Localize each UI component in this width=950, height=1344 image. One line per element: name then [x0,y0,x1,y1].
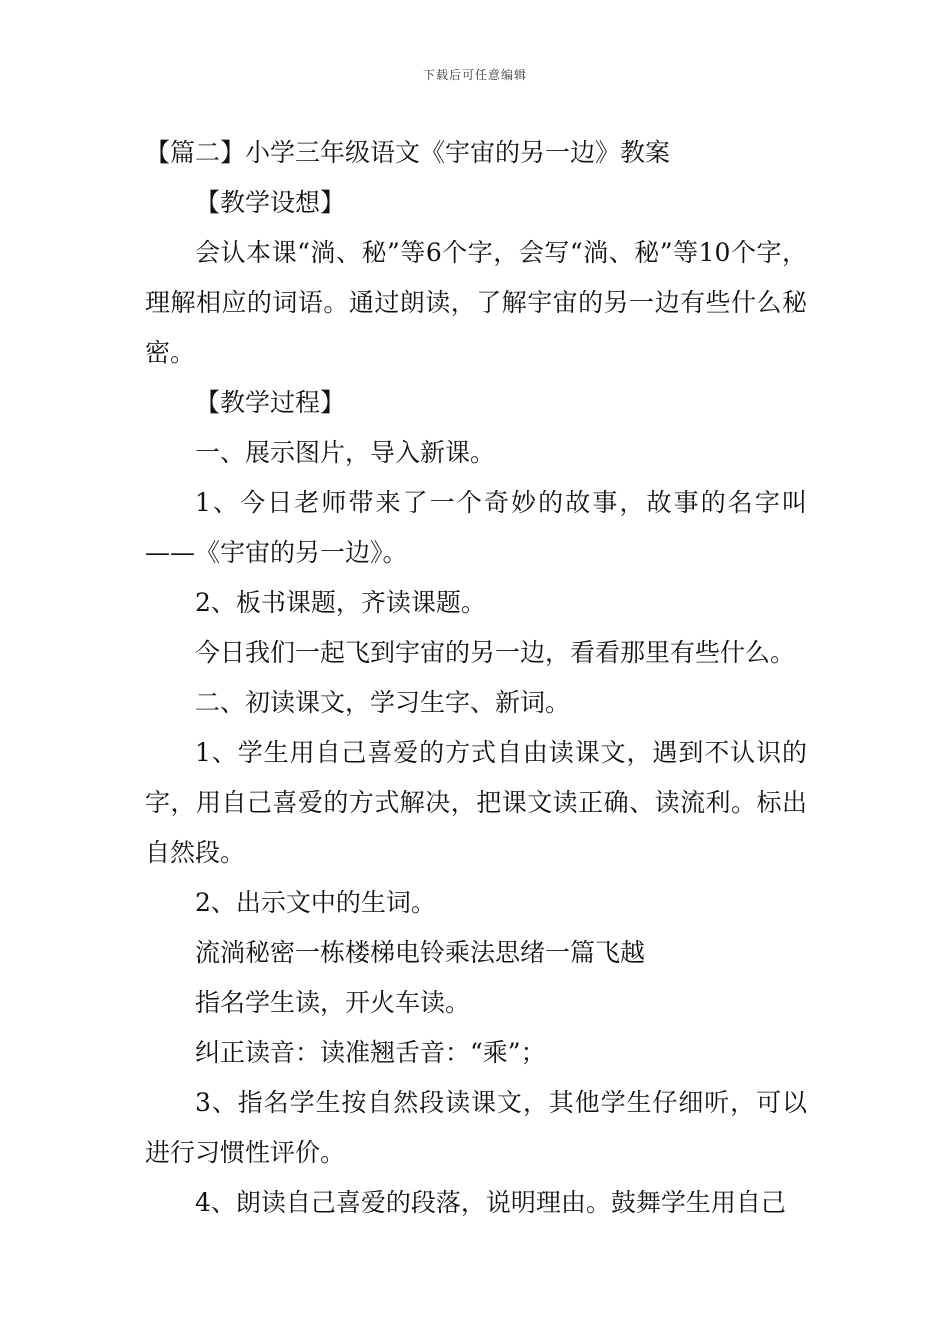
section-heading-design: 【教学设想】 [195,188,346,217]
section-heading-process: 【教学过程】 [195,388,346,417]
paragraph-step-2-2: 2、出示文中的生词。 [195,888,436,917]
paragraph-pronunciation: 纠正读音：读准翘舌音：“乘”； [195,1038,546,1067]
page-header-note: 下载后可任意编辑 [422,68,527,82]
paragraph-design-text: 会认本课“淌、秘”等6个字，会写“淌、秘”等10个字，理解相应的词语。通过朗读，了解宇宙的另一边有些什么秘密。 [145,238,807,367]
paragraph-vocabulary: 流淌秘密一栋楼梯电铃乘法思绪一篇飞越 [195,938,646,967]
paragraph-reading-instruction: 指名学生读，开火车读。 [195,988,471,1017]
paragraph-step-1-2: 2、板书课题，齐读课题。 [195,588,486,617]
paragraph-step-1-text: 今日我们一起飞到宇宙的另一边，看看那里有些什么。 [195,638,796,667]
paragraph-step-2-4: 4、朗读自己喜爱的段落，说明理由。鼓舞学生用自己 [195,1188,786,1217]
paragraph-step-2-3: 3、指名学生按自然段读课文，其他学生仔细听，可以进行习惯性评价。 [145,1088,807,1167]
paragraph-step-one: 一、展示图片，导入新课。 [195,438,496,467]
paragraph-step-two: 二、初读课文，学习生字、新词。 [195,688,571,717]
paragraph-step-2-1: 1、学生用自己喜爱的方式自由读课文，遇到不认识的字，用自己喜爱的方式解决，把课文读正确、读流利。标出自然段。 [145,738,807,867]
paragraph-step-1-1: 1、今日老师带来了一个奇妙的故事，故事的名字叫——《宇宙的另一边》。 [145,488,807,567]
document-body [145,128,807,1228]
document-title: 【篇二】小学三年级语文《宇宙的另一边》教案 [145,138,671,167]
